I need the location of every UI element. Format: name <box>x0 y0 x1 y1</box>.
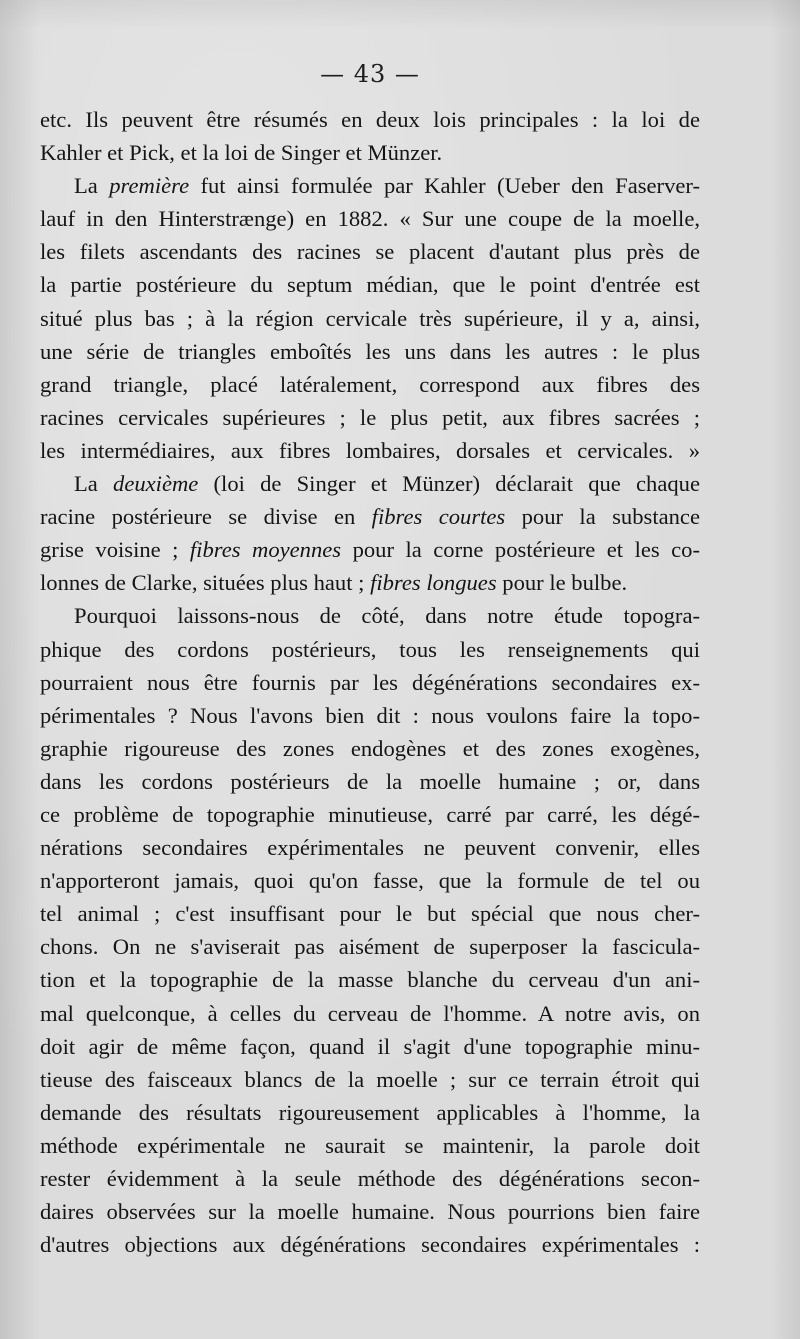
text-run: pour le bulbe. <box>496 570 628 596</box>
text-line: chons. On ne s'aviserait pas aisément de superposer la fascicula- <box>40 934 700 960</box>
text-line: tel animal ; c'est insuffisant pour le but spécial que nous cher- <box>40 901 700 927</box>
text-line: les intermédiaires, aux fibres lombaires, dorsales et cervicales. » <box>40 437 700 463</box>
text-line: périmentales ? Nous l'avons bien dit : nous voulons faire la topo- <box>40 702 700 728</box>
text-line <box>40 467 700 500</box>
italic-term: première <box>109 173 190 199</box>
text-line: daires observées sur la moelle humaine. Nous pourrions bien faire <box>40 1199 700 1225</box>
text-line: doit agir de même façon, quand il s'agit d'une topographie minu- <box>40 1033 700 1059</box>
text-line: la partie postérieure du septum médian, que le point d'entrée est <box>40 272 700 298</box>
text-line: etc. Ils peuvent être résumés en deux lois principales : la loi de <box>40 107 700 132</box>
text-line <box>40 169 700 202</box>
page-number: — 43 — <box>320 60 420 88</box>
text-line: racines cervicales supérieures ; le plus petit, aux fibres sacrées ; <box>40 404 700 430</box>
text-line: grand triangle, placé latéralement, correspond aux fibres des <box>40 371 700 397</box>
text-line <box>40 500 700 533</box>
italic-term: fibres longues <box>370 570 497 596</box>
text-run: pour la substance <box>505 504 700 530</box>
text-line: tion et la topographie de la masse blanche du cerveau d'un ani- <box>40 967 700 993</box>
text-line: Kahler et Pick, et la loi de Singer et Münzer. <box>40 140 443 166</box>
text-line: dans les cordons postérieurs de la moelle humaine ; or, dans <box>40 768 700 794</box>
text-run: (loi de Singer et Münzer) déclarait que chaque <box>198 471 700 497</box>
italic-term: fibres courtes <box>371 504 506 530</box>
text-line: pourraient nous être fournis par les dégénérations secondaires ex- <box>40 669 700 695</box>
text-line: mal quelconque, à celles du cerveau de l'homme. A notre avis, on <box>40 1000 700 1026</box>
text-line: nérations secondaires expérimentales ne peuvent convenir, elles <box>40 835 700 861</box>
text-run: pour la corne postérieure et les co- <box>341 537 700 563</box>
text-run: fut ainsi formulée par Kahler (Ueber den Faserver- <box>189 173 700 199</box>
body-text <box>40 103 700 1261</box>
text-line: ce problème de topographie minutieuse, carré par carré, les dégé- <box>40 801 700 827</box>
text-line: rester évidemment à la seule méthode des dégénérations secon- <box>40 1166 700 1191</box>
text-line: d'autres objections aux dégénérations secondaires expérimentales : <box>40 1232 700 1258</box>
text-line: phique des cordons postérieurs, tous les renseignements qui <box>40 636 700 662</box>
text-run: grise voisine ; <box>40 537 190 563</box>
text-run: La <box>74 173 110 199</box>
text-line: méthode expérimentale ne saurait se maintenir, la parole doit <box>40 1132 700 1158</box>
text-line: Pourquoi laissons-nous de côté, dans notre étude topogra- <box>74 603 700 629</box>
text-run: racine postérieure se divise en <box>40 504 372 530</box>
text-line: situé plus bas ; à la région cervicale très supérieure, il y a, ainsi, <box>40 305 700 331</box>
text-line: n'apporteront jamais, quoi qu'on fasse, que la formule de tel ou <box>40 868 700 894</box>
text-line: graphie rigoureuse des zones endogènes et des zones exogènes, <box>40 735 700 761</box>
text-line: lauf in den Hinterstrænge) en 1882. « Sur une coupe de la moelle, <box>40 206 700 232</box>
text-run: La <box>74 471 114 497</box>
text-line: une série de triangles emboîtés les uns dans les autres : le plus <box>40 338 700 364</box>
text-line: tieuse des faisceaux blancs de la moelle ; sur ce terrain étroit qui <box>40 1066 700 1092</box>
text-run: lonnes de Clarke, situées plus haut ; <box>40 570 371 596</box>
text-line: demande des résultats rigoureusement applicables à l'homme, la <box>40 1099 700 1125</box>
text-line <box>40 533 700 566</box>
text-line <box>40 566 700 599</box>
italic-term: fibres moyennes <box>189 537 342 563</box>
italic-term: deuxième <box>113 471 199 497</box>
text-line: les filets ascendants des racines se placent d'autant plus près de <box>40 239 700 265</box>
